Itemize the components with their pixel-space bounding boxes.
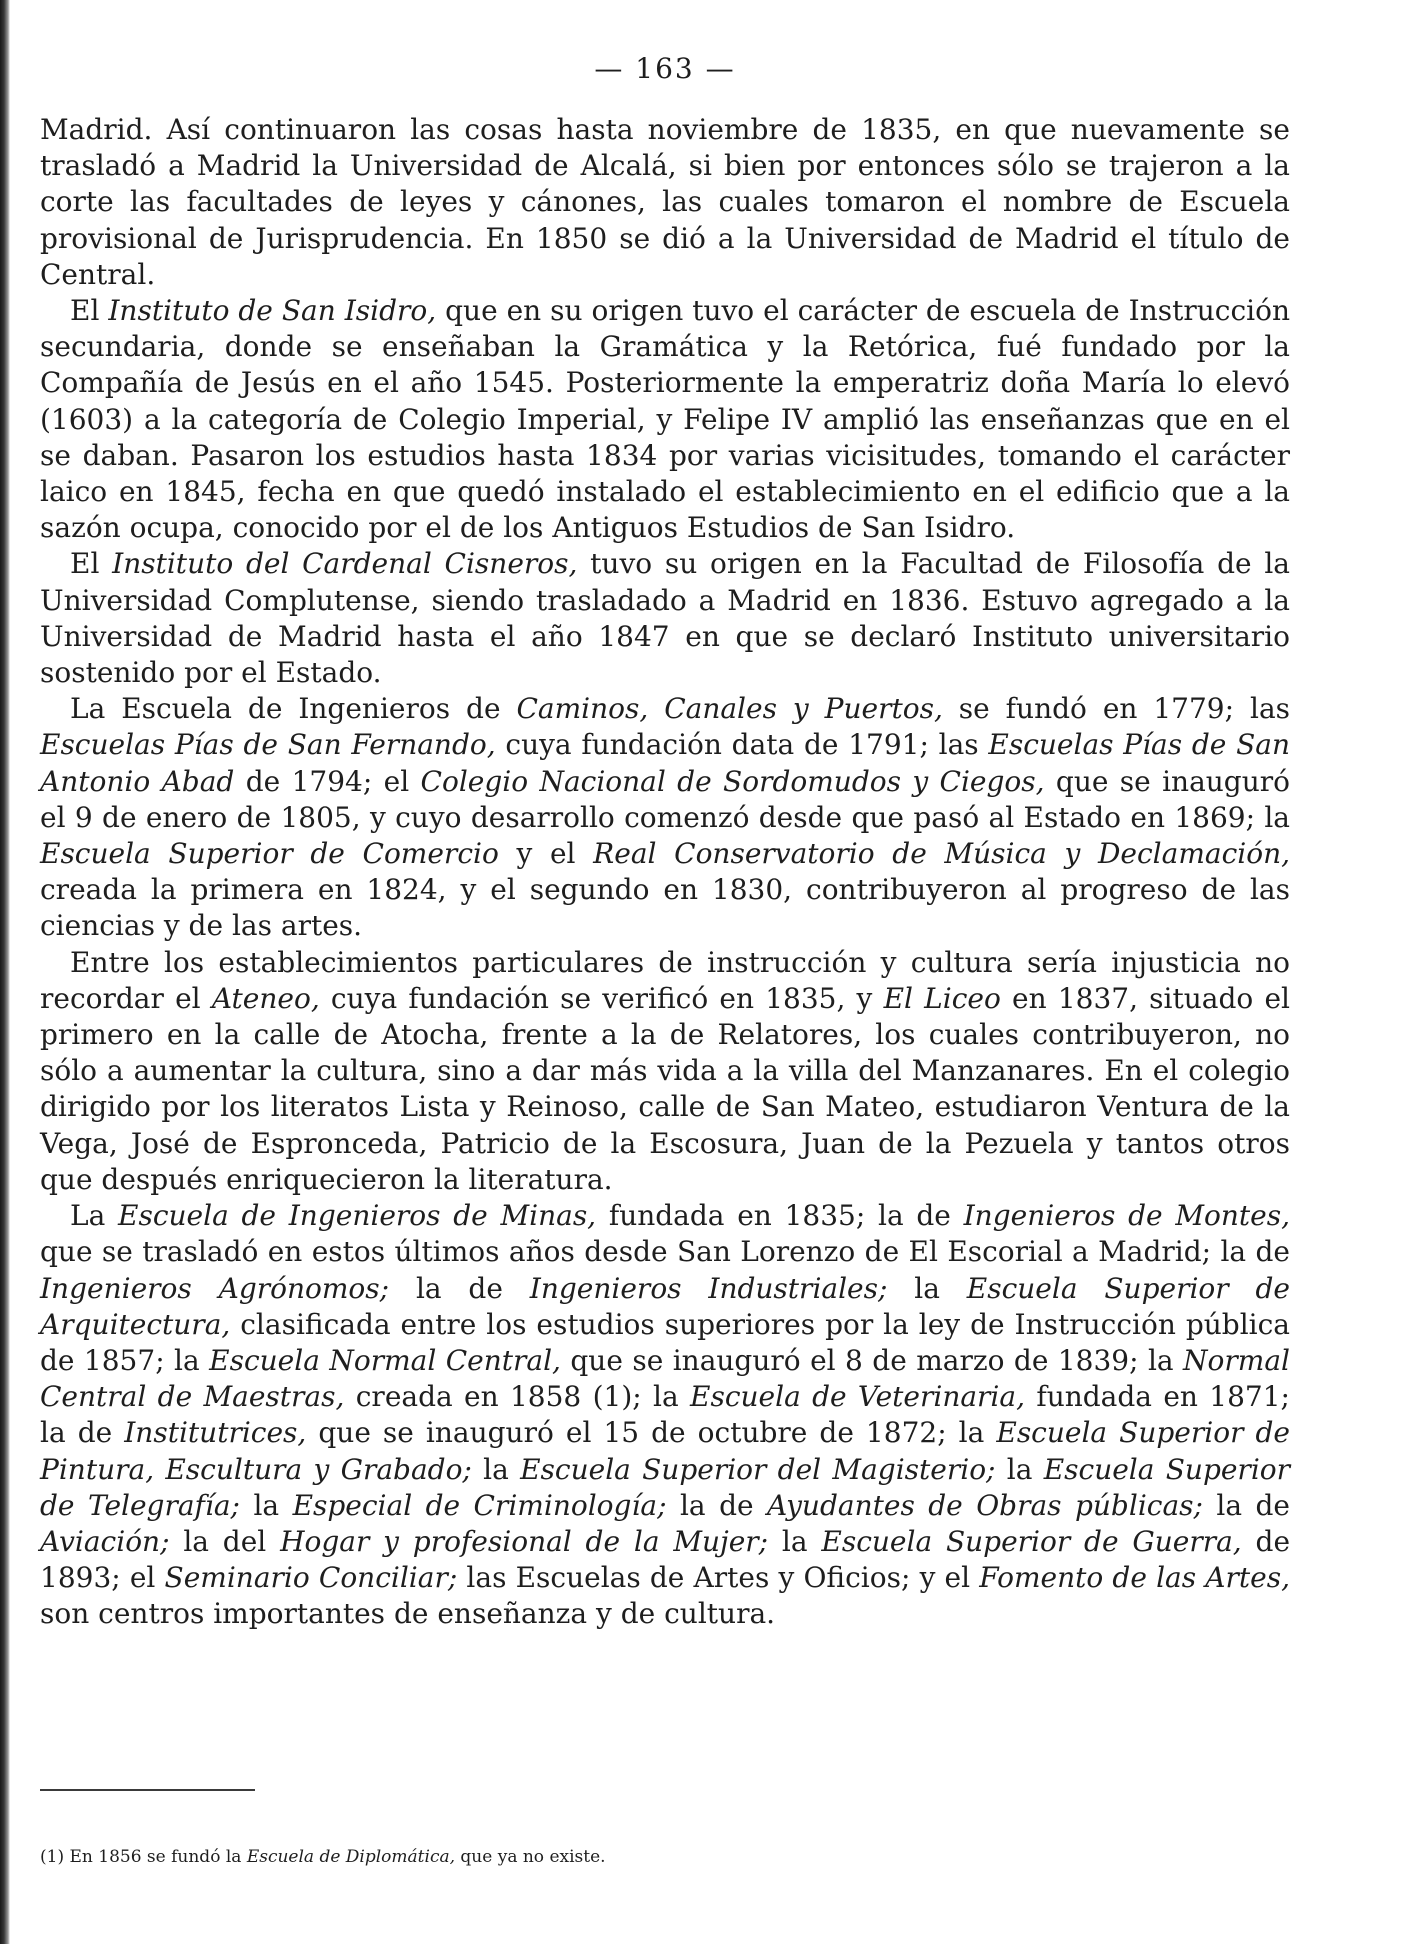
- italic-title: El Liceo: [883, 981, 1001, 1015]
- italic-title: Ayudantes de Obras públicas;: [767, 1488, 1203, 1522]
- text-run: fundada en 1835; la de: [596, 1199, 964, 1233]
- paragraph: [40, 945, 1290, 1198]
- text-run: en 1837, situado el primero en la calle de Atocha, frente a la de Relatores, los cuales contribuyeron, no sólo a aumentar la cultura, sino a dar más vida a la villa del Manzanares. En el colegio dirigido por los literatos Lista y Reinoso, calle de San Mateo, estudiaron Ventura de la Vega, José de Espronceda, Patricio de la Escosura, Juan de la Pezuela y tantos otros que después enriquecieron la literatura.: [40, 981, 1290, 1196]
- text-run: creada en 1858 (1); la: [344, 1380, 691, 1414]
- italic-title: Ingenieros de Montes,: [963, 1199, 1291, 1233]
- italic-title: Escuela Superior de Arquitectura,: [40, 1271, 1290, 1341]
- text-run: La Escuela de Ingenieros de: [70, 692, 517, 726]
- book-page: [40, 0, 1290, 1944]
- text-run: las Escuelas de Artes y Oficios; y el: [457, 1561, 980, 1595]
- paragraph: [40, 112, 1290, 293]
- footnote: [40, 1846, 1290, 1868]
- text-run: tuvo su origen en la Facultad de Filosofía de la Universidad Complutense, siendo trasladado a Madrid en 1836. Estuvo agregado a la Universidad de Madrid hasta el año 1847 en que se declaró Instituto universitario sostenido por el Estado.: [40, 547, 1290, 690]
- text-run: la: [768, 1524, 822, 1558]
- italic-title: Instituto de San Isidro,: [108, 294, 437, 328]
- scan-edge: [0, 0, 10, 1944]
- text-run: El: [70, 547, 113, 581]
- text-run: son centros importantes de enseñanza y de cultura.: [40, 1597, 776, 1631]
- text-run: la: [887, 1271, 967, 1305]
- text-run: Entre los establecimientos particulares de instrucción y cultura sería injusticia no recordar el: [40, 945, 1290, 1015]
- text-run: cuya fundación se verificó en 1835, y: [319, 981, 884, 1015]
- text-run: la: [471, 1452, 521, 1486]
- italic-title: Escuela de Diplomática,: [246, 1847, 456, 1867]
- footnote-text: [70, 1847, 606, 1867]
- italic-title: Fomento de las Artes,: [979, 1561, 1290, 1595]
- text-run: Madrid. Así continuaron las cosas hasta noviembre de 1835, en que nuevamente se trasladó a Madrid la Universidad de Alcalá, si bien por entonces sólo se trajeron a la corte las facultades de leyes y cánones, las cuales tomaron el nombre de Escuela provisional de Jurisprudencia. En 1850 se dió a la Universidad de Madrid el título de Central.: [40, 113, 1290, 291]
- text-run: la: [240, 1488, 293, 1522]
- paragraph: [40, 293, 1290, 546]
- italic-title: Aviación;: [40, 1524, 170, 1558]
- text-run: La: [70, 1199, 119, 1233]
- text-run: la: [995, 1452, 1044, 1486]
- italic-title: Instituto del Cardenal Cisneros,: [112, 547, 578, 581]
- text-run: la de: [666, 1488, 768, 1522]
- text-run: la de: [389, 1271, 530, 1305]
- text-run: que se inauguró el 15 de octubre de 1872; la: [306, 1416, 997, 1450]
- text-run: En 1856 se fundó la: [69, 1847, 247, 1867]
- italic-title: Escuela Superior del Magisterio;: [520, 1452, 996, 1486]
- italic-title: Institutrices,: [124, 1416, 307, 1450]
- text-run: la de: [1202, 1488, 1290, 1522]
- text-run: creada la primera en 1824, y el segundo en 1830, contribuyeron al progreso de las ciencias y de las artes.: [40, 873, 1290, 943]
- paragraph: [40, 1198, 1290, 1632]
- body-text: [40, 112, 1290, 1633]
- text-run: que en su origen tuvo el carácter de escuela de Instrucción secundaria, donde se enseñaban la Gramática y la Retórica, fué fundado por la Compañía de Jesús en el año 1545. Posteriormente la emperatriz doña María lo elevó (1603) a la categoría de Colegio Imperial, y Felipe IV amplió las enseñanzas que en el se daban. Pasaron los estudios hasta 1834 por varias vicisitudes, tomando el carácter laico en 1845, fecha en que quedó instalado el establecimiento en el edificio que a la sazón ocupa, conocido por el de los Antiguos Estudios de San Isidro.: [40, 294, 1290, 545]
- italic-title: Ingenieros Industriales;: [529, 1271, 888, 1305]
- text-run: El: [70, 294, 109, 328]
- text-run: que se inauguró el 8 de marzo de 1839; la: [560, 1343, 1184, 1377]
- italic-title: Escuela de Ingenieros de Minas,: [118, 1199, 597, 1233]
- footnote-marker: (1): [40, 1847, 65, 1867]
- text-run: fundada en 1871; la de: [40, 1380, 1290, 1450]
- text-run: que ya no existe.: [455, 1847, 606, 1867]
- italic-title: Escuela Superior de Pintura, Escultura y Grabado;: [40, 1416, 1290, 1486]
- italic-title: Colegio Nacional de Sordomudos y Ciegos,: [420, 764, 1045, 798]
- italic-title: Escuela de Veterinaria,: [690, 1380, 1025, 1414]
- italic-title: Ingenieros Agrónomos;: [40, 1271, 390, 1305]
- italic-title: Caminos, Canales y Puertos,: [516, 692, 943, 726]
- italic-title: Escuela Superior de Comercio: [40, 837, 499, 871]
- text-run: clasificada entre los estudios superiores por la ley de Instrucción pública de 1857; la: [40, 1307, 1290, 1377]
- text-run: que se inauguró el 9 de enero de 1805, y cuyo desarrollo comenzó desde que pasó al Estado en 1869; la: [40, 764, 1291, 834]
- footnote-divider: [40, 1789, 255, 1791]
- paragraph: [40, 546, 1290, 691]
- text-run: se fundó en 1779; las: [942, 692, 1291, 726]
- text-run: que se trasladó en estos últimos años desde San Lorenzo de El Escorial a Madrid; la de: [40, 1235, 1290, 1269]
- text-run: y el: [498, 837, 594, 871]
- italic-title: Hogar y profesional de la Mujer;: [280, 1524, 769, 1558]
- italic-title: Escuelas Pías de San Antonio Abad: [40, 728, 1291, 798]
- text-run: cuya fundación data de 1791; las: [495, 728, 989, 762]
- italic-title: Escuela Superior de Telegrafía;: [40, 1452, 1291, 1522]
- text-run: de 1893; el: [40, 1524, 1291, 1595]
- italic-title: Seminario Conciliar;: [164, 1561, 458, 1595]
- paragraph: [40, 691, 1290, 944]
- italic-title: Especial de Criminología;: [292, 1488, 667, 1522]
- italic-title: Ateneo,: [211, 981, 320, 1015]
- italic-title: Normal Central de Maestras,: [40, 1343, 1290, 1414]
- page-number: — 163 —: [594, 52, 736, 85]
- text-run: la del: [169, 1524, 281, 1558]
- italic-title: Escuelas Pías de San Fernando,: [40, 728, 496, 762]
- italic-title: Escuela Superior de Guerra,: [821, 1524, 1242, 1558]
- italic-title: Real Conservatorio de Música y Declamación,: [593, 837, 1291, 871]
- text-run: de 1794; el: [234, 764, 421, 798]
- italic-title: Escuela Normal Central,: [209, 1343, 561, 1377]
